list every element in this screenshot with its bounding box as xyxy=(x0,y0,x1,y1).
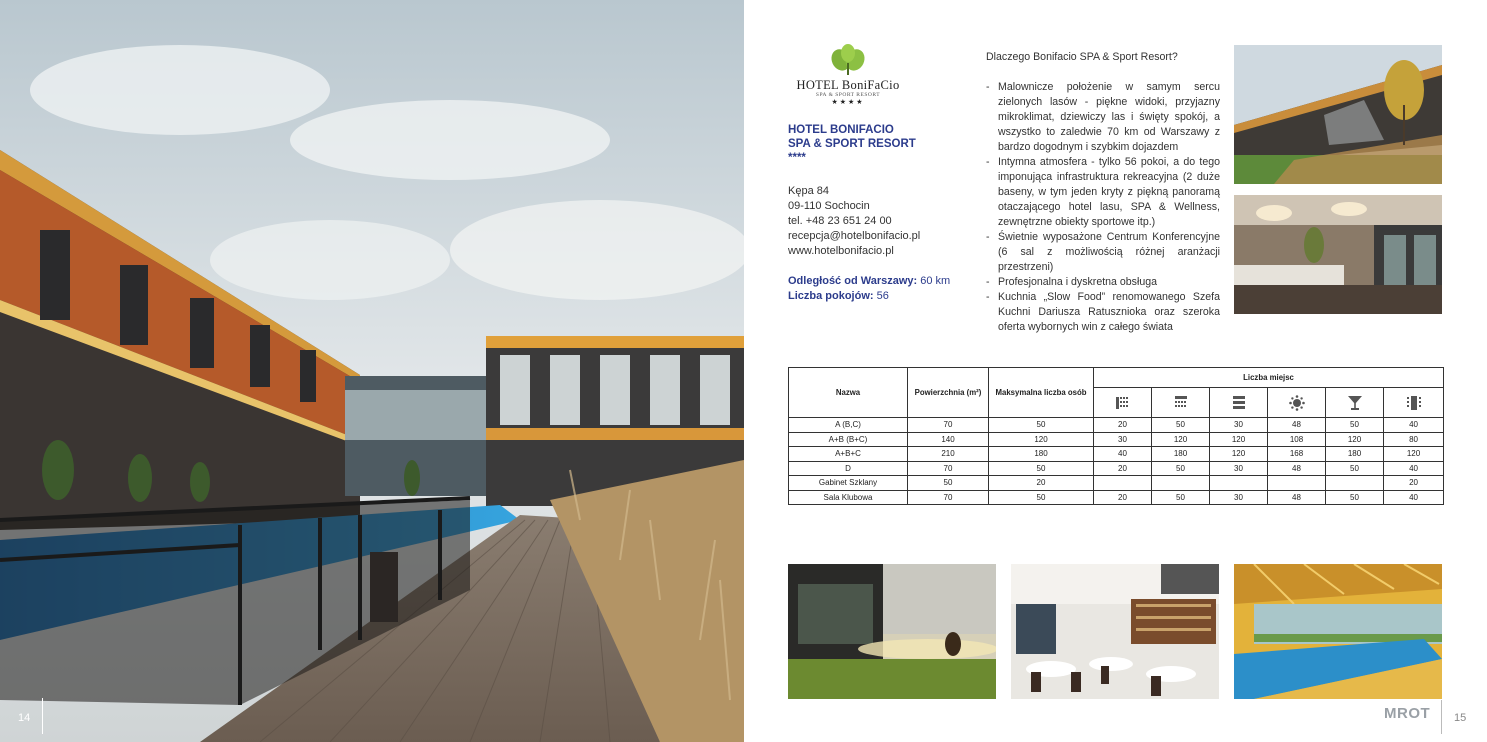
hotel-stats xyxy=(788,274,950,304)
seat-count-cell: 50 xyxy=(1152,490,1210,505)
why-title: Dlaczego Bonifacio SPA & Sport Resort? xyxy=(986,51,1178,63)
table-row xyxy=(789,490,1444,505)
why-section xyxy=(986,50,1220,335)
seat-count-cell: 50 xyxy=(1326,461,1384,476)
hotel-title-line1: HOTEL BONIFACIO xyxy=(788,124,894,136)
banquet-seating-icon xyxy=(1268,388,1326,418)
seat-count-cell: 50 xyxy=(1326,490,1384,505)
contact-block xyxy=(788,184,920,259)
seat-count-cell: 50 xyxy=(1152,418,1210,433)
seat-count-cell: 30 xyxy=(1094,432,1152,447)
hall-area-cell: 70 xyxy=(908,461,989,476)
page-number-divider xyxy=(1441,700,1442,734)
boardroom-seating-icon xyxy=(1210,388,1268,418)
hall-area-cell: 70 xyxy=(908,418,989,433)
contact-phone: tel. +48 23 651 24 00 xyxy=(788,215,892,227)
seat-count-cell: 50 xyxy=(1326,418,1384,433)
seat-count-cell: 120 xyxy=(1152,432,1210,447)
hall-max-cell: 50 xyxy=(989,418,1094,433)
seat-count-cell: 168 xyxy=(1268,447,1326,462)
seat-count-cell: 48 xyxy=(1268,490,1326,505)
rooms-value: 56 xyxy=(876,290,889,302)
why-item: - Świetnie wyposażone Centrum Konferencyjne (6 sal z możliwością różnej aranżacji przestrzeni) xyxy=(986,230,1220,275)
why-item: - Profesjonalna i dyskretna obsługa xyxy=(986,275,1220,290)
seat-count-cell: 40 xyxy=(1094,447,1152,462)
page-number-left: 14 xyxy=(18,712,31,724)
hall-max-cell: 50 xyxy=(989,461,1094,476)
seat-count-cell: 120 xyxy=(1210,432,1268,447)
seat-count-cell: 20 xyxy=(1384,476,1444,491)
table-body xyxy=(789,418,1444,505)
seat-count-cell xyxy=(1152,476,1210,491)
seat-count-cell: 50 xyxy=(1152,461,1210,476)
hall-max-cell: 20 xyxy=(989,476,1094,491)
tree-leaf-icon xyxy=(788,44,908,78)
u-shape-seating-icon xyxy=(1384,388,1444,418)
hall-max-cell: 180 xyxy=(989,447,1094,462)
seat-count-cell: 48 xyxy=(1268,418,1326,433)
seat-count-cell: 40 xyxy=(1384,490,1444,505)
classroom-seating-icon xyxy=(1152,388,1210,418)
hotel-title xyxy=(788,123,916,165)
seat-count-cell xyxy=(1094,476,1152,491)
contact-city: 09-110 Sochocin xyxy=(788,200,870,212)
contact-website[interactable]: www.hotelbonifacio.pl xyxy=(788,245,894,257)
contact-street: Kępa 84 xyxy=(788,185,829,197)
page-number-right: 15 xyxy=(1454,712,1467,724)
rooms-label: Liczba pokojów: xyxy=(788,290,874,302)
hall-max-cell: 50 xyxy=(989,490,1094,505)
seat-count-cell: 108 xyxy=(1268,432,1326,447)
contact-email[interactable]: recepcja@hotelbonifacio.pl xyxy=(788,230,921,242)
logo-name: HOTEL BoniFaCio xyxy=(796,78,900,92)
table-row xyxy=(789,418,1444,433)
seat-count-cell xyxy=(1326,476,1384,491)
why-item: - Intymna atmosfera - tylko 56 pokoi, a do tego imponująca infrastruktura rekreacyjna (2 duże baseny, w tym jeden kryty z piękną panoramą otaczającego hotel lasu, SPA & Wellness, zewnętrzne obiekty sportowe itp.) xyxy=(986,155,1220,230)
restaurant-interior-photo xyxy=(1234,195,1442,314)
cocktail-seating-icon xyxy=(1326,388,1384,418)
hall-name-cell: Sala Klubowa xyxy=(789,490,908,505)
hall-area-cell: 210 xyxy=(908,447,989,462)
hall-name-cell: Gabinet Szklany xyxy=(789,476,908,491)
header-name: Nazwa xyxy=(789,368,908,418)
hotel-exterior-photo xyxy=(1234,45,1442,184)
mrot-logo: MROT xyxy=(1384,705,1431,722)
hall-name-cell: A+B (B+C) xyxy=(789,432,908,447)
logo-stars: ★★★★ xyxy=(831,99,865,106)
hall-area-cell: 140 xyxy=(908,432,989,447)
dining-room-photo xyxy=(1011,564,1219,699)
seat-count-cell: 20 xyxy=(1094,461,1152,476)
seat-count-cell: 120 xyxy=(1384,447,1444,462)
seat-count-cell: 20 xyxy=(1094,490,1152,505)
seat-count-cell: 30 xyxy=(1210,418,1268,433)
why-list xyxy=(986,80,1220,335)
header-area: Powierzchnia (m²) xyxy=(908,368,989,418)
indoor-pool-photo xyxy=(1234,564,1442,699)
seat-count-cell: 80 xyxy=(1384,432,1444,447)
why-item: - Kuchnia „Slow Food” renomowanego Szefa Kuchni Dariusza Ratusznioka oraz szeroka oferta wybornych win z całego świata xyxy=(986,290,1220,335)
seat-count-cell: 48 xyxy=(1268,461,1326,476)
hotel-title-stars: **** xyxy=(788,152,806,164)
seat-count-cell: 40 xyxy=(1384,461,1444,476)
theatre-seating-icon xyxy=(1094,388,1152,418)
hall-name-cell: D xyxy=(789,461,908,476)
table-row xyxy=(789,447,1444,462)
seat-count-cell xyxy=(1268,476,1326,491)
distance-value: 60 km xyxy=(920,275,951,287)
seat-count-cell: 120 xyxy=(1326,432,1384,447)
seat-count-cell: 120 xyxy=(1210,447,1268,462)
seat-count-cell: 180 xyxy=(1326,447,1384,462)
hotel-title-line2: SPA & SPORT RESORT xyxy=(788,138,916,150)
page-number-divider xyxy=(42,698,43,734)
hall-area-cell: 50 xyxy=(908,476,989,491)
seat-count-cell xyxy=(1210,476,1268,491)
table-row xyxy=(789,461,1444,476)
seat-count-cell: 30 xyxy=(1210,461,1268,476)
table-row xyxy=(789,476,1444,491)
conference-halls-table xyxy=(788,367,1444,505)
seat-count-cell: 20 xyxy=(1094,418,1152,433)
hall-max-cell: 120 xyxy=(989,432,1094,447)
hall-name-cell: A (B,C) xyxy=(789,418,908,433)
logo-subtitle: SPA & SPORT RESORT xyxy=(815,92,881,98)
distance-label: Odległość od Warszawy: xyxy=(788,275,918,287)
table-row xyxy=(789,432,1444,447)
hall-area-cell: 70 xyxy=(908,490,989,505)
hotel-sunset-lawn-photo xyxy=(788,564,996,699)
hall-name-cell: A+B+C xyxy=(789,447,908,462)
seat-count-cell: 180 xyxy=(1152,447,1210,462)
header-seats: Liczba miejsc xyxy=(1094,368,1444,388)
seat-count-cell: 40 xyxy=(1384,418,1444,433)
header-max-people: Maksymalna liczba osób xyxy=(989,368,1094,418)
why-item: - Malownicze położenie w samym sercu zielonych lasów - piękne widoki, przyjazny mikroklimat, dziewiczy las i święty spokój, a wszystko to zaledwie 70 km od Warszawy z bardzo dogodnym i szybkim dojazdem xyxy=(986,80,1220,155)
seat-count-cell: 30 xyxy=(1210,490,1268,505)
